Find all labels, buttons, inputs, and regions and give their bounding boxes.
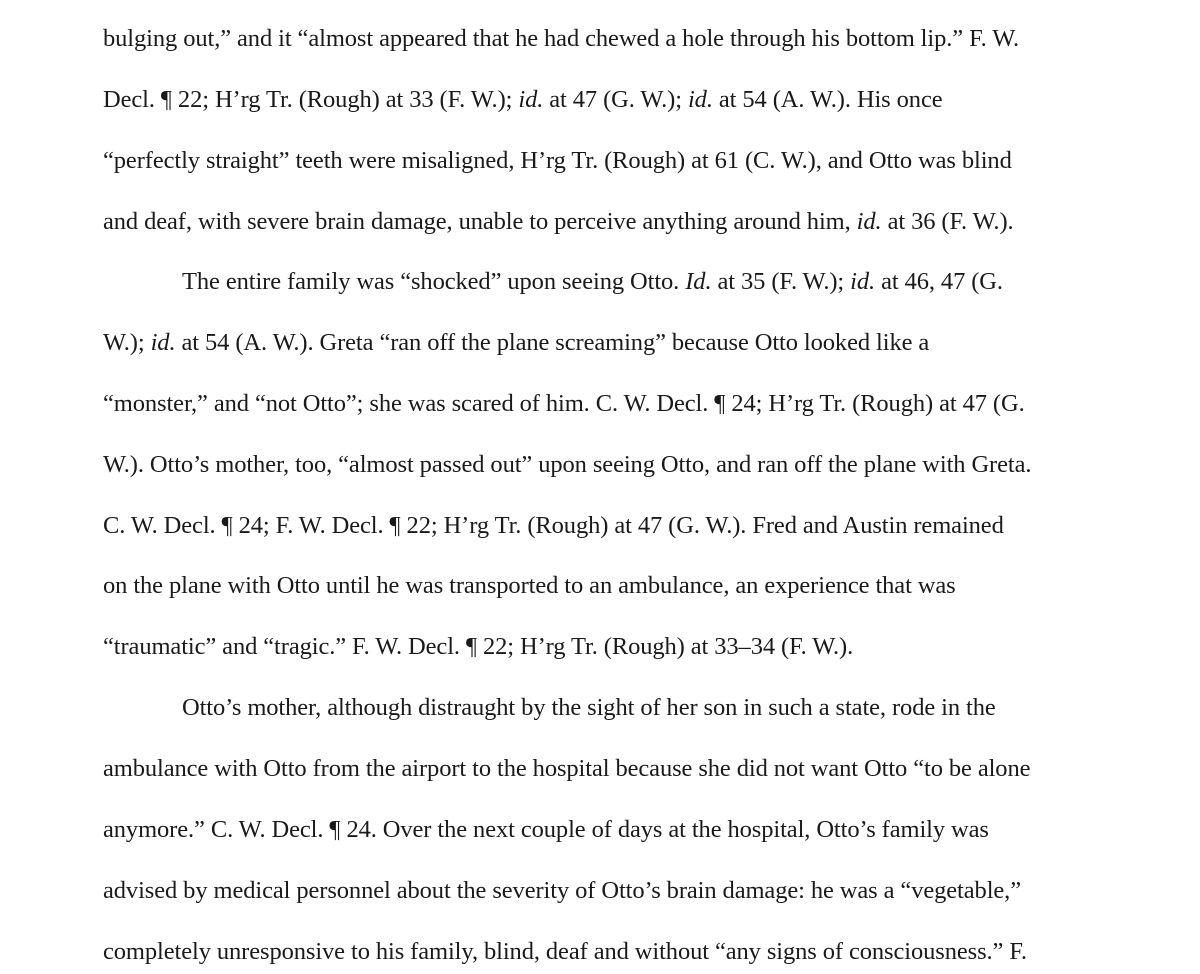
text-line: ambulance with Otto from the airport to the hospital because she did not want Otto “to be alone	[103, 755, 1031, 782]
text-line: bulging out,” and it “almost appeared that he had chewed a hole through his bottom lip.” F. W.	[103, 25, 1020, 52]
text-line: Decl. ¶ 22; H’rg Tr. (Rough) at 33 (F. W.); id. at 47 (G. W.); id. at 54 (A. W.). His once	[103, 86, 943, 113]
text-line: W.). Otto’s mother, too, “almost passed out” upon seeing Otto, and ran off the plane with Greta.	[103, 451, 1032, 478]
text-line: “monster,” and “not Otto”; she was scared of him. C. W. Decl. ¶ 24; H’rg Tr. (Rough) at 47 (G.	[103, 390, 1025, 417]
text-line: on the plane with Otto until he was transported to an ambulance, an experience that was	[103, 572, 956, 599]
text-line: The entire family was “shocked” upon seeing Otto. Id. at 35 (F. W.); id. at 46, 47 (G.	[182, 268, 1003, 295]
text-line: “perfectly straight” teeth were misaligned, H’rg Tr. (Rough) at 61 (C. W.), and Otto was blind	[103, 147, 1012, 174]
text-line: “traumatic” and “tragic.” F. W. Decl. ¶ 22; H’rg Tr. (Rough) at 33–34 (F. W.).	[103, 633, 854, 660]
text-line: advised by medical personnel about the severity of Otto’s brain damage: he was a “vegetable,”	[103, 877, 1021, 904]
text-line: anymore.” C. W. Decl. ¶ 24. Over the next couple of days at the hospital, Otto’s family was	[103, 816, 989, 843]
text-line: and deaf, with severe brain damage, unable to perceive anything around him, id. at 36 (F. W.).	[103, 208, 1014, 235]
text-line: C. W. Decl. ¶ 24; F. W. Decl. ¶ 22; H’rg Tr. (Rough) at 47 (G. W.). Fred and Austin remained	[103, 512, 1004, 539]
text-line: W.); id. at 54 (A. W.). Greta “ran off the plane screaming” because Otto looked like a	[103, 329, 930, 356]
text-line: completely unresponsive to his family, blind, deaf and without “any signs of consciousness.” F.	[103, 938, 1027, 965]
text-line: Otto’s mother, although distraught by the sight of her son in such a state, rode in the	[182, 694, 996, 721]
